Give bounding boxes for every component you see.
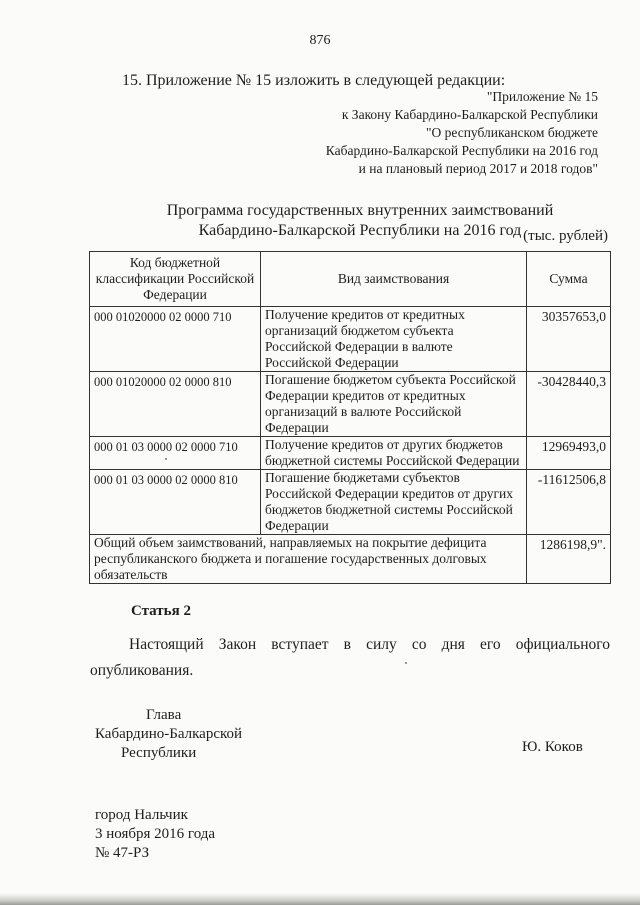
row-type: Получение кредитов от кредитных организаций бюджетом субъекта Российской Федерации в валюте Российской Федерации xyxy=(261,307,527,372)
page-number: 876 xyxy=(309,33,331,48)
amendment-line: 15. Приложение № 15 изложить в следующей редакции: xyxy=(122,72,506,89)
row-type: Погашение бюджетами субъектов Российской Федерации кредитов от других бюджетов бюджетной системы Российской Федерации xyxy=(261,470,527,535)
program-title-line: Кабардино-Балкарской Республики на 2016 год xyxy=(198,222,522,239)
signatory-position xyxy=(95,706,242,763)
place-date-block xyxy=(95,806,215,863)
table-row xyxy=(90,437,611,470)
total-sum: 1286198,9". xyxy=(527,535,611,584)
appendix-line: к Закону Кабардино-Балкарской Республики xyxy=(341,107,598,122)
scan-speck xyxy=(405,662,407,664)
borrowing-table xyxy=(89,251,611,584)
position-line: Кабардино-Балкарской xyxy=(95,726,243,742)
city: город Нальчик xyxy=(95,807,188,823)
table-total-row xyxy=(90,535,611,584)
appendix-reference xyxy=(326,88,598,178)
law-number: № 47-РЗ xyxy=(95,845,150,861)
table-header-row xyxy=(90,252,611,307)
header-type: Вид заимствования xyxy=(261,252,527,307)
row-sum: 30357653,0 xyxy=(527,307,611,372)
table-row xyxy=(90,372,611,437)
row-sum: 12969493,0 xyxy=(527,437,611,470)
header-sum: Сумма xyxy=(527,252,611,307)
table-row xyxy=(90,307,611,372)
program-title xyxy=(150,201,570,241)
scan-speck xyxy=(165,458,167,460)
header-code: Код бюджетной классификации Российской Федерации xyxy=(90,252,261,307)
row-sum: -11612506,8 xyxy=(527,470,611,535)
total-label: Общий объем заимствований, направляемых на покрытие дефицита республиканского бюджета и погашение государственных долговых обязательств xyxy=(90,535,527,584)
appendix-line: и на плановый период 2017 и 2018 годов" xyxy=(358,161,598,176)
units-label: (тыс. рублей) xyxy=(523,228,608,244)
appendix-line: Кабардино-Балкарской Республики на 2016 год xyxy=(325,143,598,158)
article-text: Настоящий Закон вступает в силу со дня его официального опубликования. xyxy=(90,636,610,679)
row-code: 000 01 03 0000 02 0000 710 xyxy=(90,437,261,470)
row-type: Погашение бюджетом субъекта Российской Федерации кредитов от кредитных организаций в валюте Российской Федерации xyxy=(261,372,527,437)
row-code: 000 01 03 0000 02 0000 810 xyxy=(90,470,261,535)
article-title: Статья 2 xyxy=(131,603,191,619)
program-title-line: Программа государственных внутренних заимствований xyxy=(166,202,554,219)
row-code: 000 01020000 02 0000 810 xyxy=(90,372,261,437)
appendix-line: "О республиканском бюджете xyxy=(425,125,598,140)
date: 3 ноября 2016 года xyxy=(95,826,216,842)
scan-bottom-edge xyxy=(0,893,640,905)
table-row xyxy=(90,470,611,535)
appendix-line: "Приложение № 15 xyxy=(486,89,598,104)
signer-name: Ю. Коков xyxy=(522,739,583,755)
position-line: Глава xyxy=(146,707,182,723)
position-line: Республики xyxy=(121,745,197,761)
row-code: 000 01020000 02 0000 710 xyxy=(90,307,261,372)
row-type: Получение кредитов от других бюджетов бюджетной системы Российской Федерации xyxy=(261,437,527,470)
row-sum: -30428440,3 xyxy=(527,372,611,437)
